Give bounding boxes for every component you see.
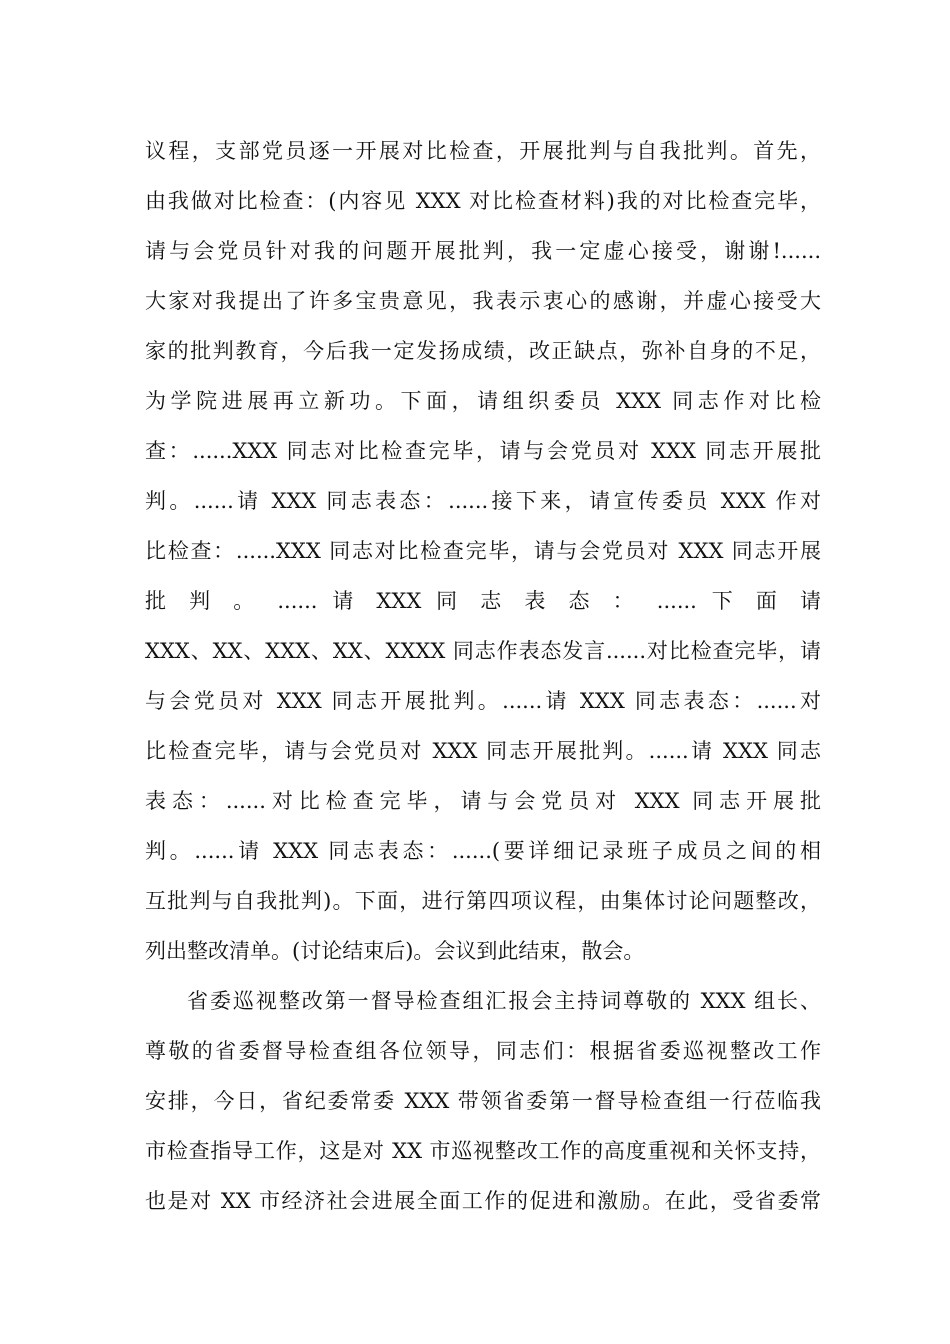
text-line: 请与会党员针对我的问题开展批判，我一定虚心接受，谢谢!......	[145, 239, 821, 263]
text-line: 家的批判教育，今后我一定发扬成绩，改正缺点，弥补自身的不足，	[145, 339, 821, 363]
text-line: 尊敬的省委督导检查组各位领导，同志们：根据省委巡视整改工作	[145, 1039, 821, 1063]
text-line: 与会党员对 XXX 同志开展批判。......请 XXX 同志表态：......对	[145, 689, 821, 713]
text-line: 省委巡视整改第一督导检查组汇报会主持词尊敬的 XXX 组长、	[187, 989, 821, 1013]
text-line: 查：......XXX 同志对比检查完毕，请与会党员对 XXX 同志开展批	[145, 439, 821, 463]
text-line: 由我做对比检查：(内容见 XXX 对比检查材料)我的对比检查完毕，	[145, 189, 821, 213]
text-line: 也是对 XX 市经济社会进展全面工作的促进和激励。在此，受省委常	[145, 1189, 821, 1213]
text-line: 表态：......对比检查完毕，请与会党员对 XXX 同志开展批	[145, 789, 821, 813]
text-line: 比检查：......XXX 同志对比检查完毕，请与会党员对 XXX 同志开展	[145, 539, 821, 563]
text-line: 判。......请 XXX 同志表态：......接下来，请宣传委员 XXX 作对	[145, 489, 821, 513]
text-line: 大家对我提出了许多宝贵意见，我表示衷心的感谢，并虚心接受大	[145, 289, 821, 313]
text-line: 比检查完毕，请与会党员对 XXX 同志开展批判。......请 XXX 同志	[145, 739, 821, 763]
text-line: 为学院进展再立新功。下面，请组织委员 XXX 同志作对比检	[145, 389, 821, 413]
text-line: 批 判 。 ...... 请 XXX 同 志 表 态 ： ...... 下 面 请	[145, 589, 821, 613]
text-line: 议程，支部党员逐一开展对比检查，开展批判与自我批判。首先，	[145, 139, 821, 163]
text-line: 安排，今日，省纪委常委 XXX 带领省委第一督导检查组一行莅临我	[145, 1089, 821, 1113]
text-line: 判。......请 XXX 同志表态：......(要详细记录班子成员之间的相	[145, 839, 821, 863]
text-line: XXX、XX、XXX、XX、XXXX 同志作表态发言......对比检查完毕，请	[145, 639, 821, 663]
text-line: 列出整改清单。(讨论结束后)。会议到此结束，散会。	[145, 939, 645, 963]
text-line: 互批判与自我批判)。下面，进行第四项议程，由集体讨论问题整改，	[145, 889, 821, 913]
text-line: 市检查指导工作，这是对 XX 市巡视整改工作的高度重视和关怀支持，	[145, 1139, 821, 1163]
